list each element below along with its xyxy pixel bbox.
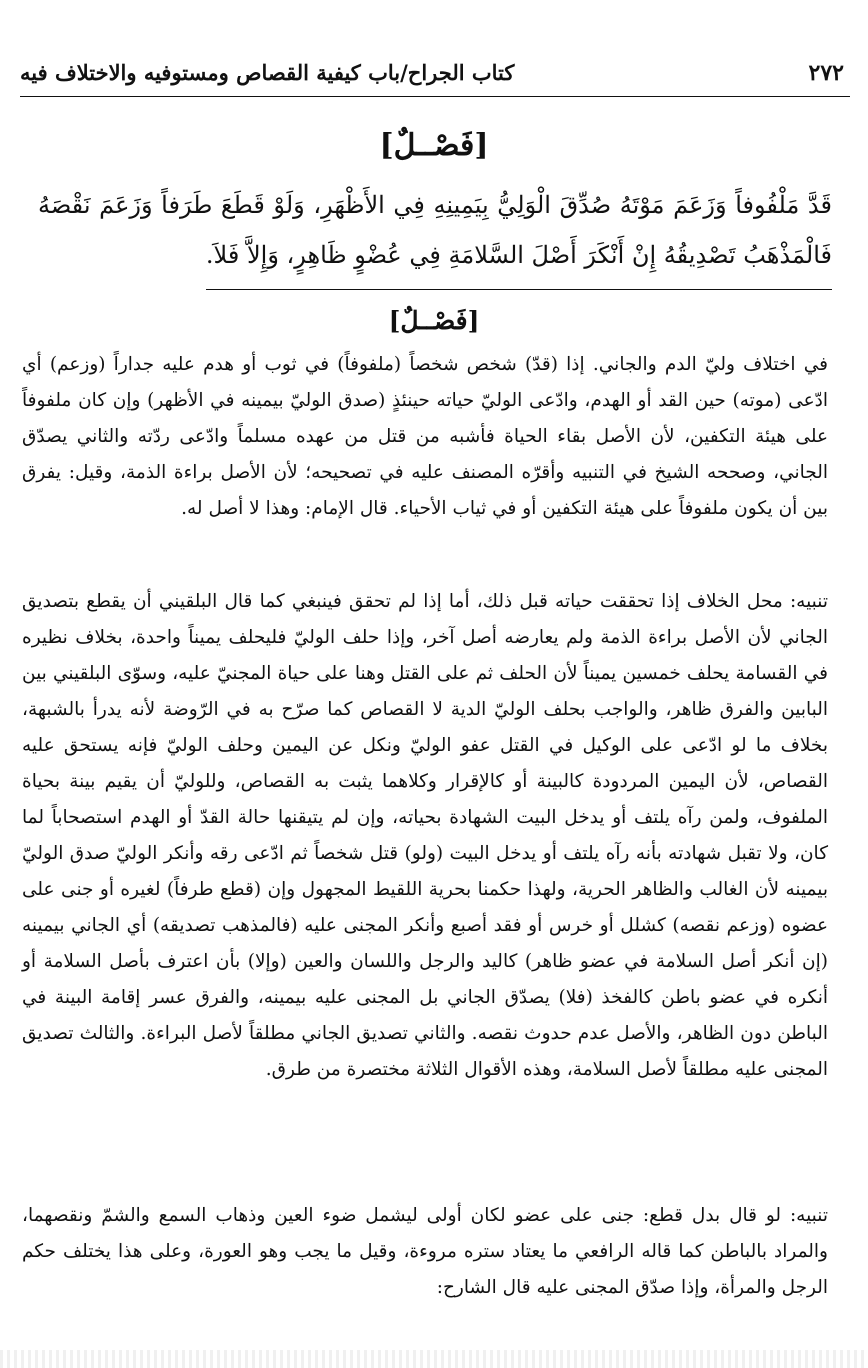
commentary-paragraph-2	[22, 584, 828, 1088]
commentary-paragraph-1	[22, 347, 828, 527]
page-number: ٢٧٢	[808, 60, 844, 86]
commentary-paragraph-3	[22, 1198, 828, 1306]
matn-line-2: فَالْمَذْهَبُ تَصْدِيقُهُ إِنْ أَنْكَرَ أَصْلَ السَّلامَةِ فِي عُضْوٍ ظَاهِرٍ، وَإِلاَّ فَلاَ.	[205, 241, 832, 269]
scan-edge	[0, 1350, 868, 1368]
paragraph-text: في اختلاف وليّ الدم والجاني. إذا (قدّ) شخص شخصاً (ملفوفاً) في ثوب أو هدم عليه جداراً (وزعم) أي ادّعى (موته) حين القد أو الهدم، وادّعى الوليّ حياته حينئذٍ (صدق الوليّ بيمينه في الأظهر) وإن كان ملفوفاً على هيئة التكفين، لأن الأصل بقاء الحياة فأشبه من قتل من عهده مسلماً وادّعى ردّته والثاني يصدّق الجاني، وصححه الشيخ في التنبيه وأقرّه المصنف عليه في تصحيحه؛ لأن الأصل براءة الذمة، وقيل: يفرق بين أن يكون ملفوفاً على هيئة التكفين أو في ثياب الأحياء. قال الإمام: وهذا لا أصل له.	[22, 354, 828, 519]
section-heading-commentary: [فَصْــلٌ]	[388, 306, 480, 335]
matn-line-1: قَدَّ مَلْفُوفاً وَزَعَمَ مَوْتَهُ صُدِّقَ الْوَلِيُّ بِيَمِينِهِ فِي الأَظْهَرِ، وَلَوْ قَطَعَ طَرَفاً وَزَعَمَ نَقْصَهُ	[38, 191, 832, 219]
running-title: كتاب الجراح/باب كيفية القصاص ومستوفيه والاختلاف فيه	[20, 60, 515, 85]
section-heading-matn: [فَصْــلٌ]	[379, 128, 489, 163]
running-header	[20, 52, 850, 97]
matn-divider	[206, 289, 832, 290]
matn-text	[38, 180, 832, 280]
paragraph-text: تنبيه: محل الخلاف إذا تحققت حياته قبل ذلك، أما إذا لم تحقق فينبغي كما قال البلقيني أن يقطع بتصديق الجاني لأن الأصل براءة الذمة ولم يعارضه أصل آخر، وإذا حلف الوليّ فليحلف يميناً واحدة، بخلاف نظيره في القسامة يحلف خمسين يميناً لأن الحلف ثم على القتل وهنا على حياة المجنيّ عليه، وسوّى البلقيني بين البابين والفرق ظاهر، والواجب بحلف الوليّ الدية لا القصاص كما صرّح به في الرّوضة لأنه يدرأ بالشبهة، بخلاف ما لو ادّعى على الوكيل في القتل عفو الوليّ ونكل عن اليمين وحلف الوليّ فإنه يستحق عليه القصاص، لأن اليمين المردودة كالبينة أو كالإقرار وكلاهما يثبت به القصاص، وللوليّ أن يقيم بينة بحياة الملفوف، ولمن رآه يلتف أو يدخل البيت الشهادة بحياته، وإن لم يتيقنها حالة القدّ أو الهدم استصحاباً لما كان، ولا تقبل شهادته بأنه رآه يلتف أو يدخل البيت (ولو) قتل شخصاً ثم ادّعى رقه وأنكر الوليّ صدق الوليّ بيمينه لأن الغالب والظاهر الحرية، ولهذا حكمنا بحرية اللقيط المجهول وإن (قطع طرفاً) لغيره أو جنى على عضوه (وزعم نقصه) كشلل أو خرس أو فقد أصبع وأنكر المجنى عليه (فالمذهب تصديقه) أي الجاني بيمينه (إن أنكر أصل السلامة في عضو ظاهر) كاليد والرجل واللسان والعين (وإلا) بأن اعترف بأصل السلامة أو أنكره في عضو باطن كالفخذ (فلا) يصدّق الجاني بل المجنى عليه بيمينه، والفرق عسر إقامة البينة في الباطن دون الظاهر، والأصل عدم حدوث نقصه. والثاني تصديق الجاني مطلقاً لأصل البراءة. والثالث تصديق المجنى عليه مطلقاً لأصل السلامة، وهذه الأقوال الثلاثة مختصرة من طرق.	[22, 591, 828, 1080]
paragraph-text: تنبيه: لو قال بدل قطع: جنى على عضو لكان أولى ليشمل ضوء العين وذهاب السمع والشمّ ونقصهما، والمراد بالباطن كما قاله الرافعي ما يعتاد ستره مروءة، وقيل ما يجب وهو العورة، وعلى هذا يختلف حكم الرجل والمرأة، وإذا صدّق المجنى عليه قال الشارح:	[22, 1205, 828, 1298]
